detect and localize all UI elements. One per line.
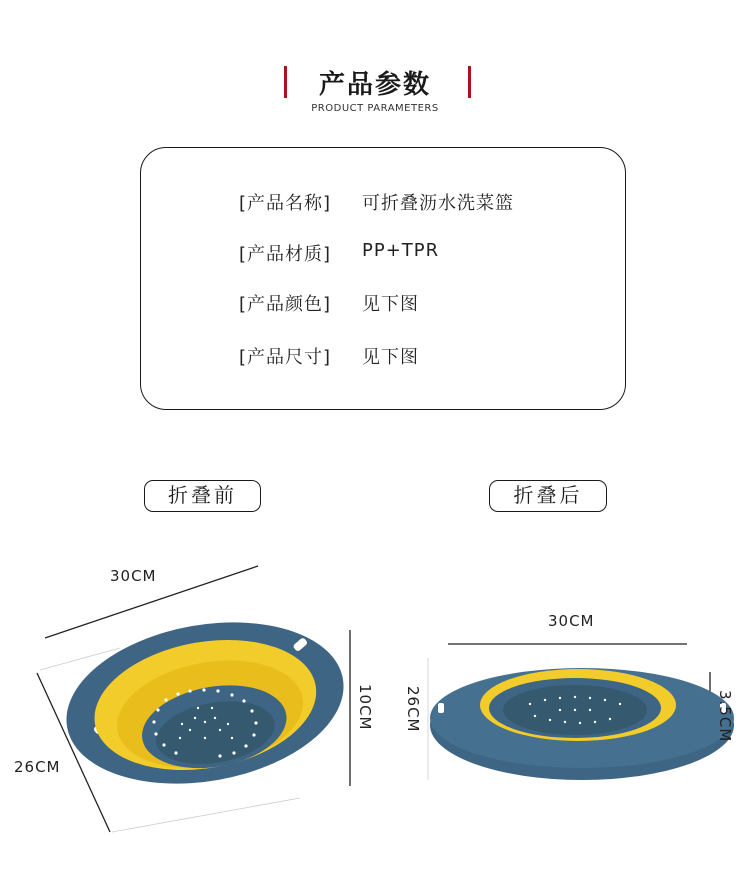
- basket-unfolded: [54, 602, 357, 804]
- after-width-label: 30CM: [548, 612, 595, 630]
- after-depth-label: 26CM: [404, 686, 422, 733]
- page-subtitle: PRODUCT PARAMETERS: [311, 103, 439, 114]
- param-value: 见下图: [362, 294, 419, 315]
- basket-unfolded-illustration: [0, 540, 400, 860]
- handle-slot: [438, 703, 444, 713]
- parameter-panel: [140, 147, 626, 410]
- basket-folded-illustration: [400, 620, 750, 800]
- param-value: 见下图: [362, 347, 419, 368]
- param-label: [产品尺寸]: [239, 347, 332, 368]
- before-folding-pill: 折叠前: [144, 480, 261, 512]
- after-height-label: 3.5CM: [716, 690, 734, 743]
- param-value: 可折叠沥水洗菜篮: [362, 193, 514, 214]
- before-width-label: 30CM: [110, 567, 157, 585]
- param-label: [产品名称]: [239, 193, 332, 214]
- before-depth-label: 26CM: [14, 758, 61, 776]
- page-title: 产品参数: [318, 70, 431, 100]
- before-height-label: 10CM: [356, 684, 374, 731]
- basket-folded: [430, 668, 734, 780]
- param-label: [产品颜色]: [239, 294, 332, 315]
- guide-line: [112, 798, 300, 832]
- param-value: PP+TPR: [362, 240, 440, 261]
- after-folding-pill: 折叠后: [489, 480, 607, 512]
- param-label: [产品材质]: [239, 244, 332, 265]
